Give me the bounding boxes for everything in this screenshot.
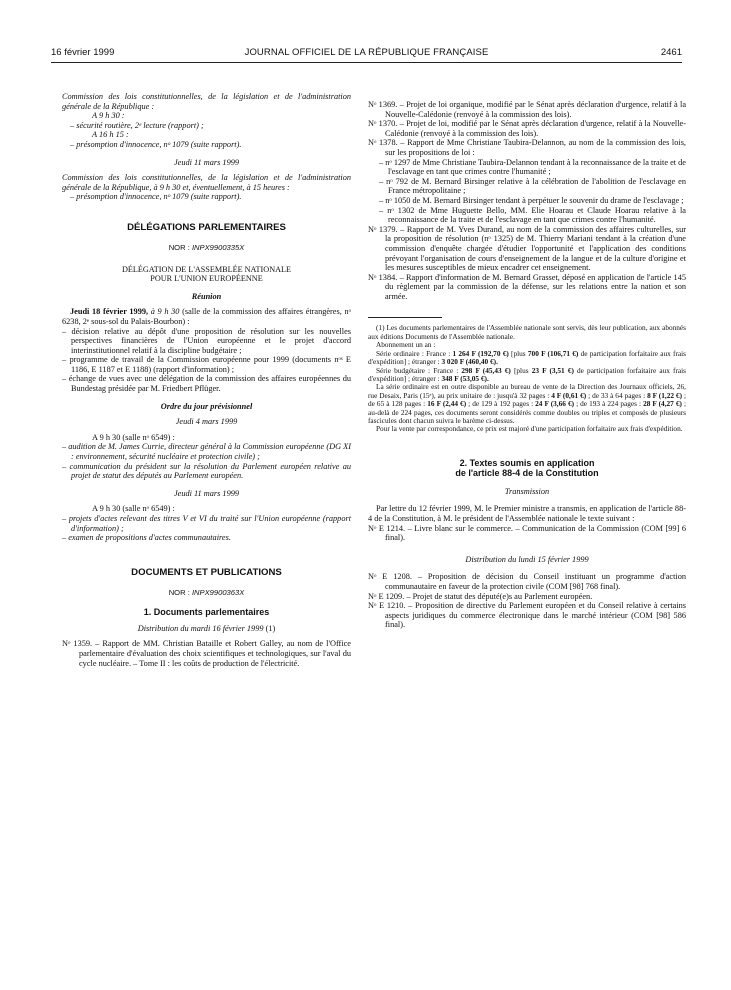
page-header [51, 47, 682, 61]
distribution-heading: Distribution du lundi 15 février 1999 [465, 554, 589, 564]
price-value: 4 F (0,61 €) [551, 390, 587, 400]
price-text: ; de 65 à 128 pages : [368, 390, 686, 409]
section-title-delegations: DÉLÉGATIONS PARLEMENTAIRES [127, 221, 286, 233]
time-label: A 9 h 30 (salle nᵒ 6549) : [92, 432, 175, 442]
price-text: de participation forfaitaire aux frais d'expédition] ; étranger : [368, 348, 687, 367]
date-heading: Jeudi 11 mars 1999 [173, 157, 240, 167]
document-entry: Nᵒ E 1208. – Proposition de décision du Conseil instituant un programme d'action communautaire en faveur de la protection civile (COM [98] 768 final). [368, 572, 686, 591]
delegation-title-line2: POUR L'UNION EUROPÉENNE [150, 274, 263, 284]
footnote-text: Pour la vente par correspondance, ce prix est majoré d'une participation forfaitaire aux frais d'expédition. [376, 424, 683, 434]
footnote-price-ordinaire [368, 350, 686, 367]
commission-title: Commission des lois constitutionnelles, de la législation et de l'administration générale de la République : [62, 92, 351, 111]
price-text: ; de 129 à 192 pages : [466, 399, 536, 409]
agenda-item: – présomption d'innocence, nᵒ 1079 (suite rapport). [70, 139, 242, 149]
agenda-item: – échange de vues avec une délégation de la commission des affaires européennes du Bundestag présidée par M. Friedbert Pflüger. [62, 374, 351, 394]
transmission-heading: Transmission [504, 486, 550, 496]
reunion-paragraph [62, 307, 351, 326]
price-value: 298 F (45,43 €) [461, 365, 511, 375]
price-value: 3 020 F (460,40 €). [441, 357, 498, 367]
time-label: A 9 h 30 : [92, 111, 125, 121]
header-date: 16 février 1999 [51, 47, 115, 58]
right-column [368, 100, 686, 630]
price-value: 1 264 F (192,70 €) [452, 348, 509, 358]
footnote-sale-prices [368, 383, 686, 425]
agenda-item: – projets d'actes relevant des titres V et VI du traité sur l'Union européenne (rapport d'information) ; [62, 514, 351, 533]
document-entry: Nᵒ 1379. – Rapport de M. Yves Durand, au nom de la commission des affaires culturelles, sur la proposition de résolution (nᵒ 1325) de M. Thierry Mariani tendant à la création d'une commission d'enquête chargée d'étudier l'opportunité et l'application des conditions prévoyant l'organisation de cours d'enseignement de la langue et de la culture d'origine et les mesures susceptibles de mieux encadrer cet enseignement. [368, 224, 686, 273]
document-subitem: – nᵒ 1297 de Mme Christiane Taubira-Delannon tendant à la reconnaissance de la traite et de l'esclavage en tant que crimes contre l'humanité ; [379, 157, 686, 177]
footnote-price-budgetaire [368, 367, 686, 384]
agenda-item: – audition de M. James Currie, directeur général à la Commission européenne (DG XI : environnement, sécurité nucléaire et protection civile) ; [62, 442, 351, 462]
agenda-item: – présomption d'innocence, nᵒ 1079 (suite rapport). [70, 192, 242, 202]
price-text: de participation forfaitaire aux frais d'expédition] ; étranger : [368, 365, 686, 383]
footnote-ref: (1) [263, 623, 276, 633]
price-value: 28 F (4,27 €) [643, 399, 682, 409]
time-label: A 16 h 15 : [92, 130, 129, 140]
subsection-title: de l'article 88-4 de la Constitution [455, 468, 599, 479]
header-rule [51, 62, 682, 63]
section-title-documents: DOCUMENTS ET PUBLICATIONS [131, 566, 282, 578]
delegation-title-line1: DÉLÉGATION DE L'ASSEMBLÉE NATIONALE [121, 264, 292, 274]
transmission-text: Par lettre du 12 février 1999, M. le Premier ministre a transmis, en application de l'article 88-4 de la Constitution, à M. le président de l'Assemblée nationale le texte suivant : [368, 504, 686, 523]
price-text: Série budgétaire : France : [376, 365, 462, 375]
document-entry: Nᵒ 1378. – Rapport de Mme Christiane Taubira-Delannon, au nom de la commission des lois, sur les propositions de loi : [368, 138, 686, 157]
document-subitem: – nᵒ 1050 de M. Bernard Birsinger tendant à perpétuer le souvenir du drame de l'esclavage ; [379, 195, 684, 205]
document-entry: Nᵒ 1369. – Projet de loi organique, modifié par le Sénat après déclaration d'urgence, relatif à la Nouvelle-Calédonie (renvoyé à la commission des lois). [368, 100, 686, 119]
nor-label: NOR : [168, 587, 190, 597]
distribution-date: Distribution du mardi 16 février 1999 [137, 623, 264, 633]
agenda-item: – programme de travail de la Commission européenne pour 1999 (documents nᵒˢ E 1186, E 1187 et E 1188) (rapport d'information) ; [62, 355, 351, 374]
subsection-title: 2. Textes soumis en application [459, 457, 595, 468]
price-value: 8 F (1,22 €) [647, 390, 683, 400]
ordre-du-jour-heading: Ordre du jour prévisionnel [160, 401, 253, 411]
price-value: 348 F (53,05 €). [441, 373, 489, 383]
price-text: ; au-delà de 224 pages, ces documents seront considérés comme doubles ou triples et composés de plusieurs fascicules dont chacun suivra le barème ci-dessus. [368, 399, 687, 425]
footnote-text: (1) Les documents parlementaires de l'Assemblée nationale sont servis, dès leur publication, aux abonnés aux éditions Documents de l'Assemblée nationale. [368, 323, 686, 341]
reunion-location: (salle de la commission des affaires étrangères, nᵒ 6238, 2ᵉ sous-sol du Palais-Bourbon) : [62, 307, 351, 326]
document-entry: Nᵒ E 1214. – Livre blanc sur le commerce. – Communication de la Commission (COM [99] 6 final). [368, 523, 686, 543]
document-entry: Nᵒ E 1210. – Proposition de directive du Parlement européen et du Conseil relative à certains aspects juridiques du commerce électronique dans le marché intérieur (COM [98] 586 final). [368, 601, 686, 630]
date-heading: Jeudi 4 mars 1999 [175, 417, 238, 427]
document-subitem: – nᵒ 792 de M. Bernard Birsinger relative à la célébration de l'abolition de l'esclavage en France métropolitaine ; [379, 176, 686, 196]
price-text: Série ordinaire : France : [376, 348, 453, 358]
agenda-item: – communication du président sur la résolution du Parlement européen relative au projet de statut des députés au Parlement européen. [62, 461, 351, 481]
footnote [368, 324, 686, 433]
price-value: 24 F (3,66 €) [535, 399, 575, 409]
reunion-date: Jeudi 18 février 1999, [70, 307, 149, 317]
subsection-title: 1. Documents parlementaires [143, 607, 270, 618]
reunion-label: Réunion [191, 291, 222, 301]
price-value: 16 F (2,44 €) [427, 399, 467, 409]
price-text: La série ordinaire est en outre disponible au bureau de vente de la Direction des Journaux officiels, 26, rue Desaix, Paris (15ᵉ), au prix unitaire de : jusqu'à 32 pages : [368, 382, 686, 400]
agenda-item: – sécurité routière, 2ᵉ lecture (rapport) ; [70, 120, 204, 130]
nor-label: NOR : [168, 242, 190, 252]
price-text: ; de 193 à 224 pages : [574, 399, 644, 409]
document-entry: Nᵒ 1370. – Projet de loi, modifié par le Sénat après déclaration d'urgence, relatif à la Nouvelle-Calédonie (renvoyé à la commission des lois). [368, 119, 686, 138]
nor-reference [62, 588, 351, 598]
nor-reference [62, 243, 351, 253]
date-heading: Jeudi 11 mars 1999 [173, 488, 240, 498]
price-text: ; de 33 à 64 pages : [586, 390, 648, 400]
header-journal-title: JOURNAL OFFICIEL DE LA RÉPUBLIQUE FRANÇAISE [244, 47, 489, 58]
nor-code: INPX9900335X [191, 242, 245, 252]
left-column [62, 92, 351, 668]
reunion-time: à 9 h 30 [148, 307, 180, 317]
price-value: 700 F (106,71 €) [527, 348, 579, 358]
time-label: A 9 h 30 (salle nᵒ 6549) : [92, 504, 175, 514]
price-text: [plus [508, 348, 528, 358]
agenda-item: – examen de propositions d'actes communautaires. [62, 533, 231, 543]
document-entry: Nᵒ 1384. – Rapport d'information de M. Bernard Grasset, déposé en application de l'article 145 du règlement par la commission de la défense, sur les relations entre la nation et son armée. [368, 272, 686, 301]
distribution-heading [62, 624, 351, 634]
header-page-number: 2461 [660, 47, 682, 58]
price-value: 23 F (3,51 €) [531, 365, 574, 375]
price-text: [plus [510, 365, 532, 375]
nor-code: INPX9900363X [191, 587, 245, 597]
commission-text: Commission des lois constitutionnelles, de la législation et de l'administration générale de la République, à 9 h 30 et, éventuellement, à 15 heures : [62, 173, 351, 192]
document-subitem: – nᵒ 1302 de Mme Huguette Bello, MM. Elie Hoarau et Claude Hoarau relative à la reconnaissance de la traite et de l'esclavage en tant que crimes contre l'humanité. [379, 205, 686, 225]
agenda-item: – décision relative au dépôt d'une proposition de résolution sur les nouvelles perspectives financières de l'Union européenne et le projet d'accord interinstitutionnel relatif à la discipline budgétaire ; [62, 326, 351, 355]
document-entry: Nᵒ E 1209. – Projet de statut des député(e)s au Parlement européen. [368, 591, 593, 601]
footnote-text: Abonnement un an : [376, 340, 436, 350]
document-entry: Nᵒ 1359. – Rapport de MM. Christian Bataille et Robert Galley, au nom de l'Office parlementaire d'évaluation des choix scientifiques et technologiques, sur l'aval du cycle nucléaire. – Tome II : les coûts de production de l'électricité. [62, 639, 351, 668]
